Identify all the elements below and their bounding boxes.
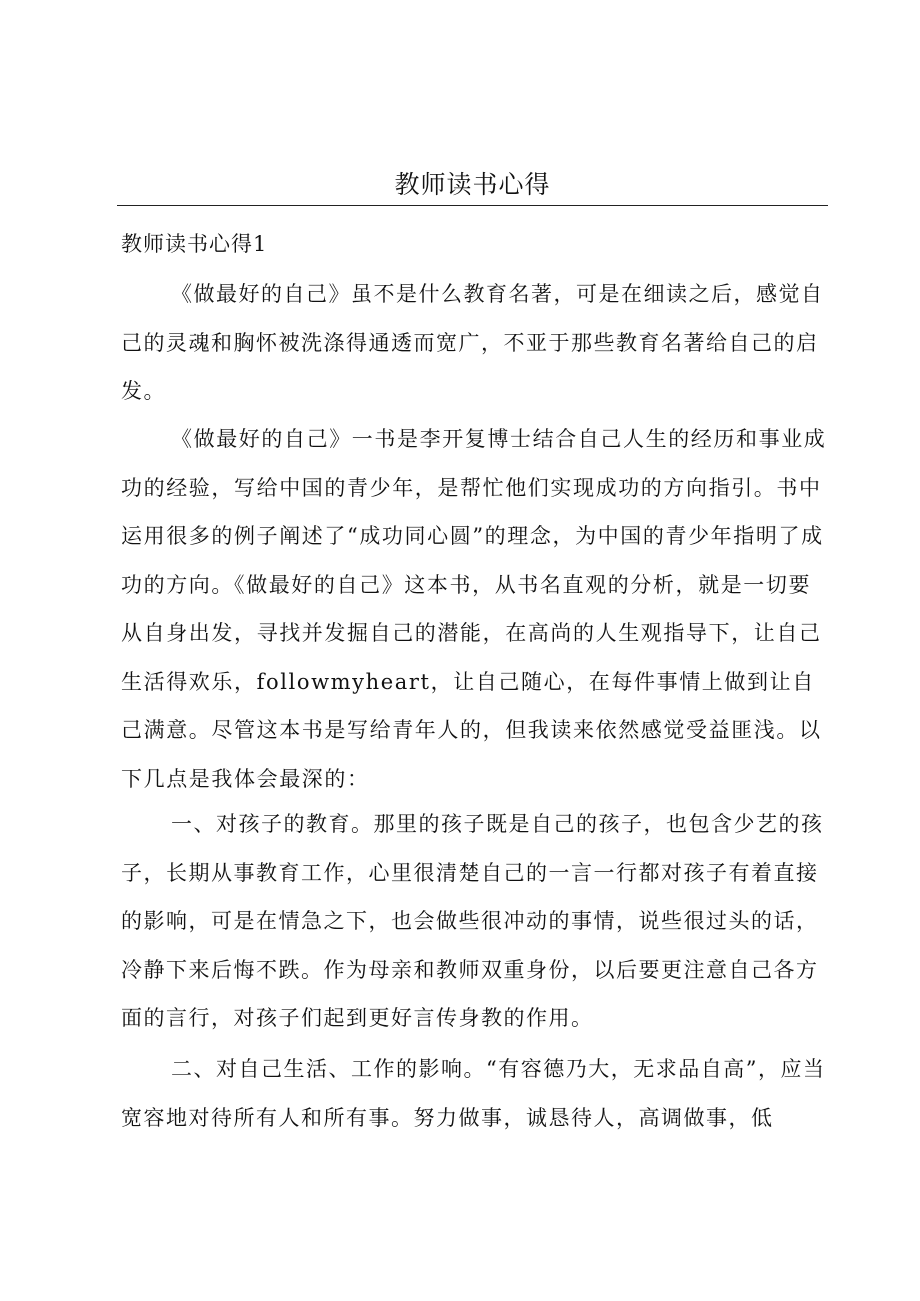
paragraph-3: 一、对孩子的教育。那里的孩子既是自己的孩子，也包含少艺的孩子，长期从事教育工作，心里很清楚自己的一言一行都对孩子有着直接的影响，可是在情急之下，也会做些很冲动的事情，说些很过头的话，冷静下来后悔不跌。作为母亲和教师双重身份，以后要更注意自己各方面的言行，对孩子们起到更好言传身教的作用。 bbox=[121, 812, 824, 1030]
document-title: 教师读书心得 bbox=[394, 170, 551, 199]
paragraph-4: 二、对自己生活、工作的影响。“有容德乃大，无求品自高”，应当宽容地对待所有人和所有事。努力做事，诚恳待人，高调做事，低 bbox=[121, 1057, 826, 1130]
paragraph-1: 《做最好的自己》虽不是什么教育名著，可是在细读之后，感觉自己的灵魂和胸怀被洗涤得通透而宽广，不亚于那些教育名著给自己的启发。 bbox=[121, 282, 824, 403]
title-underline bbox=[117, 205, 828, 206]
paragraph-2: 《做最好的自己》一书是李开复博士结合自己人生的经历和事业成功的经验，写给中国的青少年，是帮忙他们实现成功的方向指引。书中运用很多的例子阐述了“成功同心圆”的理念，为中国的青少年指明了成功的方向。《做最好的自己》这本书，从书名直观的分析，就是一切要从自身出发，寻找并发掘自己的潜能，在高尚的人生观指导下，让自己生活得欢乐，followmyheart，让自己随心，在每件事情上做到让自己满意。尽管这本书是写给青年人的，但我读来依然感觉受益匪浅。以下几点是我体会最深的： bbox=[121, 427, 827, 791]
section-heading: 教师读书心得1 bbox=[121, 232, 268, 256]
